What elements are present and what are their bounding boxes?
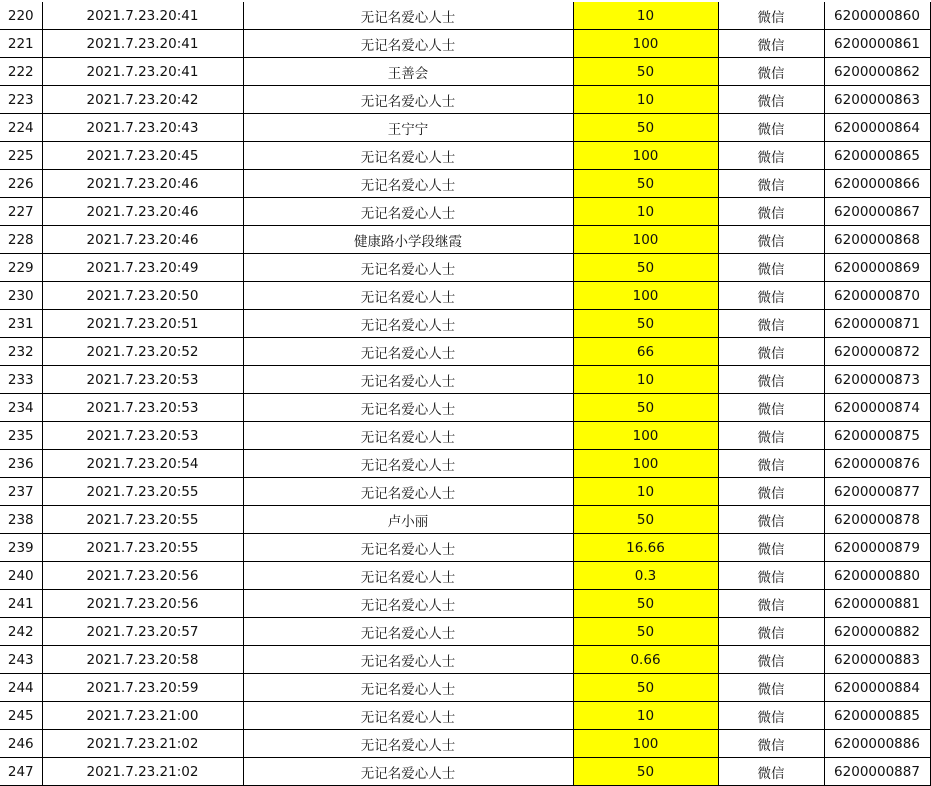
donation-amount-cell[interactable]: 100 bbox=[573, 450, 718, 478]
donation-time-cell[interactable]: 2021.7.23.20:59 bbox=[42, 674, 243, 702]
donation-amount-cell[interactable]: 50 bbox=[573, 394, 718, 422]
table-row bbox=[0, 338, 930, 366]
donation-amount-cell[interactable]: 10 bbox=[573, 198, 718, 226]
donation-amount-cell[interactable]: 50 bbox=[573, 114, 718, 142]
table-row bbox=[0, 366, 930, 394]
donation-amount-cell[interactable]: 100 bbox=[573, 142, 718, 170]
receipt-number-cell[interactable]: 6200000878 bbox=[824, 506, 930, 534]
row-index-cell[interactable]: 225 bbox=[0, 142, 42, 170]
table-row bbox=[0, 86, 930, 114]
donation-amount-cell[interactable]: 100 bbox=[573, 282, 718, 310]
donor-name-cell[interactable]: 无记名爱心人士 bbox=[243, 394, 573, 422]
donation-time-cell[interactable]: 2021.7.23.20:45 bbox=[42, 142, 243, 170]
donation-time-cell[interactable]: 2021.7.23.20:43 bbox=[42, 114, 243, 142]
receipt-number-cell[interactable]: 6200000874 bbox=[824, 394, 930, 422]
payment-method-cell[interactable]: 微信 bbox=[718, 562, 824, 590]
donation-amount-cell[interactable]: 10 bbox=[573, 86, 718, 114]
donation-amount-cell[interactable]: 100 bbox=[573, 422, 718, 450]
payment-method-cell[interactable]: 微信 bbox=[718, 674, 824, 702]
payment-method-cell[interactable]: 微信 bbox=[718, 450, 824, 478]
donation-amount-cell[interactable]: 50 bbox=[573, 58, 718, 86]
payment-method-cell[interactable]: 微信 bbox=[718, 226, 824, 254]
payment-method-cell[interactable]: 微信 bbox=[718, 758, 824, 786]
donor-name-cell[interactable]: 无记名爱心人士 bbox=[243, 674, 573, 702]
donation-amount-cell[interactable]: 0.3 bbox=[573, 562, 718, 590]
payment-method-cell[interactable]: 微信 bbox=[718, 310, 824, 338]
row-index-cell[interactable]: 238 bbox=[0, 506, 42, 534]
donor-name-cell[interactable]: 王宁宁 bbox=[243, 114, 573, 142]
receipt-number-cell[interactable]: 6200000860 bbox=[824, 2, 930, 30]
donor-name-cell[interactable]: 无记名爱心人士 bbox=[243, 310, 573, 338]
donation-amount-cell[interactable]: 10 bbox=[573, 2, 718, 30]
table-row bbox=[0, 114, 930, 142]
donation-amount-cell[interactable]: 66 bbox=[573, 338, 718, 366]
donation-amount-cell[interactable]: 16.66 bbox=[573, 534, 718, 562]
donation-amount-cell[interactable]: 10 bbox=[573, 702, 718, 730]
donation-time-cell[interactable]: 2021.7.23.21:02 bbox=[42, 758, 243, 786]
donation-amount-cell[interactable]: 0.66 bbox=[573, 646, 718, 674]
donation-amount-cell[interactable]: 50 bbox=[573, 590, 718, 618]
table-row bbox=[0, 58, 930, 86]
row-index-cell[interactable]: 246 bbox=[0, 730, 42, 758]
payment-method-cell[interactable]: 微信 bbox=[718, 506, 824, 534]
row-index-cell[interactable]: 234 bbox=[0, 394, 42, 422]
donor-name-cell[interactable]: 无记名爱心人士 bbox=[243, 478, 573, 506]
receipt-number-cell[interactable]: 6200000863 bbox=[824, 86, 930, 114]
table-row bbox=[0, 450, 930, 478]
payment-method-cell[interactable]: 微信 bbox=[718, 618, 824, 646]
row-index-cell[interactable]: 243 bbox=[0, 646, 42, 674]
row-index-cell[interactable]: 231 bbox=[0, 310, 42, 338]
receipt-number-cell[interactable]: 6200000882 bbox=[824, 618, 930, 646]
donation-time-cell[interactable]: 2021.7.23.20:51 bbox=[42, 310, 243, 338]
row-index-cell[interactable]: 244 bbox=[0, 674, 42, 702]
payment-method-cell[interactable]: 微信 bbox=[718, 534, 824, 562]
payment-method-cell[interactable]: 微信 bbox=[718, 646, 824, 674]
payment-method-cell[interactable]: 微信 bbox=[718, 170, 824, 198]
donation-time-cell[interactable]: 2021.7.23.20:53 bbox=[42, 394, 243, 422]
table-row bbox=[0, 730, 930, 758]
table-row bbox=[0, 702, 930, 730]
receipt-number-cell[interactable]: 6200000867 bbox=[824, 198, 930, 226]
receipt-number-cell[interactable]: 6200000880 bbox=[824, 562, 930, 590]
donation-amount-cell[interactable]: 100 bbox=[573, 226, 718, 254]
donor-name-cell[interactable]: 无记名爱心人士 bbox=[243, 534, 573, 562]
donation-amount-cell[interactable]: 10 bbox=[573, 478, 718, 506]
donation-amount-cell[interactable]: 100 bbox=[573, 730, 718, 758]
row-index-cell[interactable]: 220 bbox=[0, 2, 42, 30]
payment-method-cell[interactable]: 微信 bbox=[718, 338, 824, 366]
donation-time-cell[interactable]: 2021.7.23.20:46 bbox=[42, 198, 243, 226]
payment-method-cell[interactable]: 微信 bbox=[718, 142, 824, 170]
donation-time-cell[interactable]: 2021.7.23.20:50 bbox=[42, 282, 243, 310]
donation-amount-cell[interactable]: 50 bbox=[573, 506, 718, 534]
donor-name-cell[interactable]: 无记名爱心人士 bbox=[243, 562, 573, 590]
donation-time-cell[interactable]: 2021.7.23.20:58 bbox=[42, 646, 243, 674]
receipt-number-cell[interactable]: 6200000877 bbox=[824, 478, 930, 506]
donation-time-cell[interactable]: 2021.7.23.20:46 bbox=[42, 170, 243, 198]
donation-amount-cell[interactable]: 50 bbox=[573, 310, 718, 338]
table-row bbox=[0, 282, 930, 310]
donor-name-cell[interactable]: 无记名爱心人士 bbox=[243, 86, 573, 114]
row-index-cell[interactable]: 226 bbox=[0, 170, 42, 198]
donation-time-cell[interactable]: 2021.7.23.21:02 bbox=[42, 730, 243, 758]
row-index-cell[interactable]: 235 bbox=[0, 422, 42, 450]
table-row bbox=[0, 534, 930, 562]
donor-name-cell[interactable]: 无记名爱心人士 bbox=[243, 170, 573, 198]
donation-amount-cell[interactable]: 100 bbox=[573, 30, 718, 58]
row-index-cell[interactable]: 232 bbox=[0, 338, 42, 366]
donation-time-cell[interactable]: 2021.7.23.20:41 bbox=[42, 58, 243, 86]
donor-name-cell[interactable]: 无记名爱心人士 bbox=[243, 30, 573, 58]
row-index-cell[interactable]: 247 bbox=[0, 758, 42, 786]
row-index-cell[interactable]: 242 bbox=[0, 618, 42, 646]
table-row bbox=[0, 394, 930, 422]
receipt-number-cell[interactable]: 6200000883 bbox=[824, 646, 930, 674]
receipt-number-cell[interactable]: 6200000873 bbox=[824, 366, 930, 394]
donor-name-cell[interactable]: 无记名爱心人士 bbox=[243, 282, 573, 310]
donation-time-cell[interactable]: 2021.7.23.20:56 bbox=[42, 590, 243, 618]
donor-name-cell[interactable]: 无记名爱心人士 bbox=[243, 254, 573, 282]
donation-time-cell[interactable]: 2021.7.23.20:49 bbox=[42, 254, 243, 282]
donation-amount-cell[interactable]: 50 bbox=[573, 618, 718, 646]
donor-name-cell[interactable]: 无记名爱心人士 bbox=[243, 366, 573, 394]
payment-method-cell[interactable]: 微信 bbox=[718, 366, 824, 394]
row-index-cell[interactable]: 229 bbox=[0, 254, 42, 282]
donor-name-cell[interactable]: 无记名爱心人士 bbox=[243, 590, 573, 618]
receipt-number-cell[interactable]: 6200000864 bbox=[824, 114, 930, 142]
receipt-number-cell[interactable]: 6200000869 bbox=[824, 254, 930, 282]
row-index-cell[interactable]: 223 bbox=[0, 86, 42, 114]
row-index-cell[interactable]: 237 bbox=[0, 478, 42, 506]
payment-method-cell[interactable]: 微信 bbox=[718, 2, 824, 30]
donation-amount-cell[interactable]: 50 bbox=[573, 254, 718, 282]
payment-method-cell[interactable]: 微信 bbox=[718, 86, 824, 114]
row-index-cell[interactable]: 236 bbox=[0, 450, 42, 478]
table-row bbox=[0, 310, 930, 338]
donation-time-cell[interactable]: 2021.7.23.21:00 bbox=[42, 702, 243, 730]
donor-name-cell[interactable]: 无记名爱心人士 bbox=[243, 646, 573, 674]
payment-method-cell[interactable]: 微信 bbox=[718, 282, 824, 310]
receipt-number-cell[interactable]: 6200000876 bbox=[824, 450, 930, 478]
donor-name-cell[interactable]: 无记名爱心人士 bbox=[243, 450, 573, 478]
row-index-cell[interactable]: 241 bbox=[0, 590, 42, 618]
receipt-number-cell[interactable]: 6200000861 bbox=[824, 30, 930, 58]
donation-time-cell[interactable]: 2021.7.23.20:53 bbox=[42, 366, 243, 394]
table-row bbox=[0, 758, 930, 786]
receipt-number-cell[interactable]: 6200000871 bbox=[824, 310, 930, 338]
table-row bbox=[0, 30, 930, 58]
donor-name-cell[interactable]: 无记名爱心人士 bbox=[243, 730, 573, 758]
payment-method-cell[interactable]: 微信 bbox=[718, 702, 824, 730]
receipt-number-cell[interactable]: 6200000862 bbox=[824, 58, 930, 86]
row-index-cell[interactable]: 227 bbox=[0, 198, 42, 226]
donor-name-cell[interactable]: 无记名爱心人士 bbox=[243, 338, 573, 366]
donation-time-cell[interactable]: 2021.7.23.20:41 bbox=[42, 2, 243, 30]
row-index-cell[interactable]: 222 bbox=[0, 58, 42, 86]
donor-name-cell[interactable]: 无记名爱心人士 bbox=[243, 422, 573, 450]
donation-time-cell[interactable]: 2021.7.23.20:41 bbox=[42, 30, 243, 58]
row-index-cell[interactable]: 221 bbox=[0, 30, 42, 58]
row-index-cell[interactable]: 228 bbox=[0, 226, 42, 254]
row-index-cell[interactable]: 233 bbox=[0, 366, 42, 394]
row-index-cell[interactable]: 245 bbox=[0, 702, 42, 730]
table-row bbox=[0, 674, 930, 702]
donor-name-cell[interactable]: 无记名爱心人士 bbox=[243, 618, 573, 646]
row-index-cell[interactable]: 224 bbox=[0, 114, 42, 142]
receipt-number-cell[interactable]: 6200000884 bbox=[824, 674, 930, 702]
donor-name-cell[interactable]: 王善会 bbox=[243, 58, 573, 86]
payment-method-cell[interactable]: 微信 bbox=[718, 30, 824, 58]
table-row bbox=[0, 226, 930, 254]
table-row bbox=[0, 646, 930, 674]
payment-method-cell[interactable]: 微信 bbox=[718, 590, 824, 618]
row-index-cell[interactable]: 239 bbox=[0, 534, 42, 562]
donor-name-cell[interactable]: 无记名爱心人士 bbox=[243, 758, 573, 786]
donation-amount-cell[interactable]: 50 bbox=[573, 758, 718, 786]
donor-name-cell[interactable]: 无记名爱心人士 bbox=[243, 702, 573, 730]
table-row bbox=[0, 198, 930, 226]
donation-time-cell[interactable]: 2021.7.23.20:52 bbox=[42, 338, 243, 366]
receipt-number-cell[interactable]: 6200000887 bbox=[824, 758, 930, 786]
donation-time-cell[interactable]: 2021.7.23.20:57 bbox=[42, 618, 243, 646]
donation-time-cell[interactable]: 2021.7.23.20:42 bbox=[42, 86, 243, 114]
table-row bbox=[0, 506, 930, 534]
payment-method-cell[interactable]: 微信 bbox=[718, 422, 824, 450]
donation-amount-cell[interactable]: 50 bbox=[573, 674, 718, 702]
table-row bbox=[0, 254, 930, 282]
row-index-cell[interactable]: 240 bbox=[0, 562, 42, 590]
donor-name-cell[interactable]: 无记名爱心人士 bbox=[243, 2, 573, 30]
receipt-number-cell[interactable]: 6200000868 bbox=[824, 226, 930, 254]
donor-name-cell[interactable]: 健康路小学段继霞 bbox=[243, 226, 573, 254]
donation-time-cell[interactable]: 2021.7.23.20:53 bbox=[42, 422, 243, 450]
receipt-number-cell[interactable]: 6200000872 bbox=[824, 338, 930, 366]
donor-name-cell[interactable]: 卢小丽 bbox=[243, 506, 573, 534]
receipt-number-cell[interactable]: 6200000881 bbox=[824, 590, 930, 618]
donation-time-cell[interactable]: 2021.7.23.20:54 bbox=[42, 450, 243, 478]
payment-method-cell[interactable]: 微信 bbox=[718, 114, 824, 142]
receipt-number-cell[interactable]: 6200000865 bbox=[824, 142, 930, 170]
receipt-number-cell[interactable]: 6200000885 bbox=[824, 702, 930, 730]
receipt-number-cell[interactable]: 6200000886 bbox=[824, 730, 930, 758]
table-row bbox=[0, 590, 930, 618]
payment-method-cell[interactable]: 微信 bbox=[718, 730, 824, 758]
donation-time-cell[interactable]: 2021.7.23.20:56 bbox=[42, 562, 243, 590]
donation-amount-cell[interactable]: 10 bbox=[573, 366, 718, 394]
payment-method-cell[interactable]: 微信 bbox=[718, 478, 824, 506]
receipt-number-cell[interactable]: 6200000875 bbox=[824, 422, 930, 450]
donation-time-cell[interactable]: 2021.7.23.20:55 bbox=[42, 534, 243, 562]
receipt-number-cell[interactable]: 6200000866 bbox=[824, 170, 930, 198]
payment-method-cell[interactable]: 微信 bbox=[718, 254, 824, 282]
row-index-cell[interactable]: 230 bbox=[0, 282, 42, 310]
table-row bbox=[0, 422, 930, 450]
table-row bbox=[0, 170, 930, 198]
receipt-number-cell[interactable]: 6200000879 bbox=[824, 534, 930, 562]
donation-amount-cell[interactable]: 50 bbox=[573, 170, 718, 198]
payment-method-cell[interactable]: 微信 bbox=[718, 198, 824, 226]
payment-method-cell[interactable]: 微信 bbox=[718, 58, 824, 86]
table-row bbox=[0, 2, 930, 30]
donation-time-cell[interactable]: 2021.7.23.20:55 bbox=[42, 478, 243, 506]
table-row bbox=[0, 142, 930, 170]
donor-name-cell[interactable]: 无记名爱心人士 bbox=[243, 198, 573, 226]
donation-time-cell[interactable]: 2021.7.23.20:55 bbox=[42, 506, 243, 534]
donation-table bbox=[0, 2, 931, 786]
table-row bbox=[0, 618, 930, 646]
table-row bbox=[0, 478, 930, 506]
donation-time-cell[interactable]: 2021.7.23.20:46 bbox=[42, 226, 243, 254]
table-row bbox=[0, 562, 930, 590]
donation-table-body bbox=[0, 2, 930, 786]
payment-method-cell[interactable]: 微信 bbox=[718, 394, 824, 422]
donor-name-cell[interactable]: 无记名爱心人士 bbox=[243, 142, 573, 170]
receipt-number-cell[interactable]: 6200000870 bbox=[824, 282, 930, 310]
